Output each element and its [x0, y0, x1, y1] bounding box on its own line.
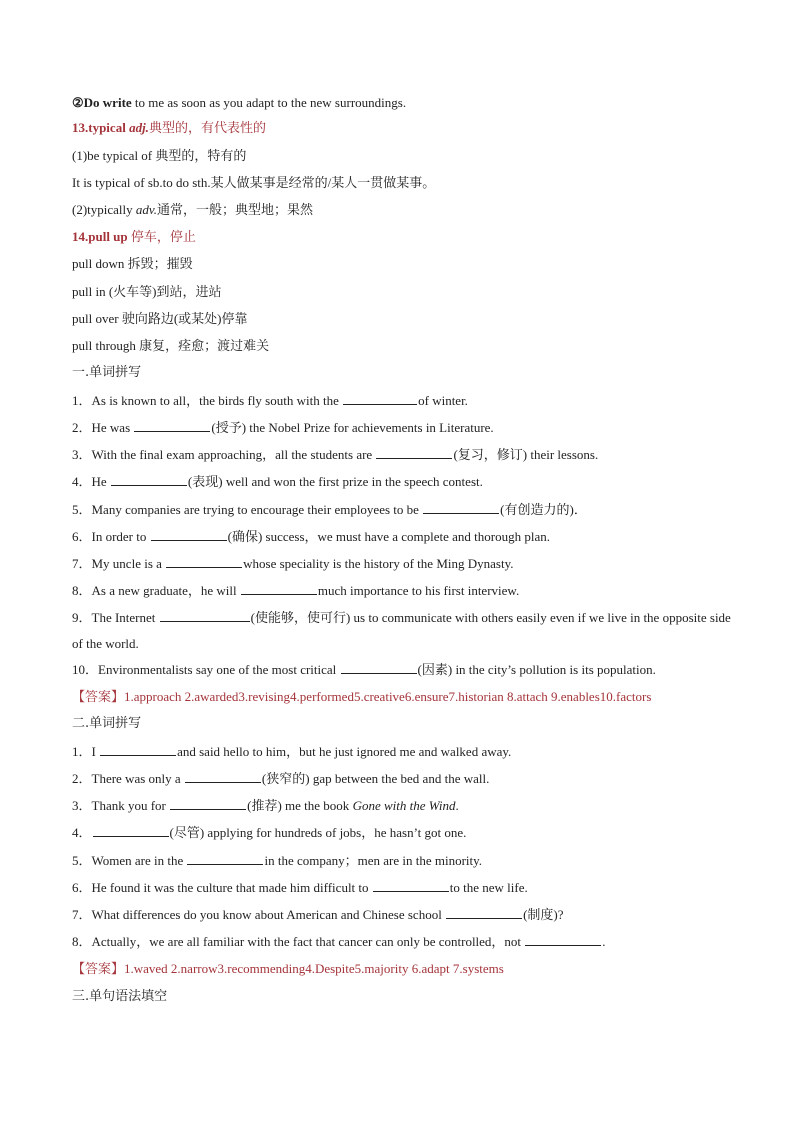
vocab-entry-13-title: 13.typical adj.典型的，有代表性的: [72, 120, 266, 135]
vocab-14-line-1: pull down 拆毁；摧毁: [72, 256, 193, 271]
s1-question-3: 3．With the final exam approaching，all the students are (复习，修订) their lessons.: [72, 447, 599, 462]
answer-blank[interactable]: [185, 770, 261, 783]
s2-question-6: 6．He found it was the culture that made him difficult to to the new life.: [72, 880, 528, 895]
s1-question-6: 6．In order to (确保) success，we must have a complete and thorough plan.: [72, 529, 551, 544]
answer-blank[interactable]: [423, 501, 499, 514]
answer-blank[interactable]: [446, 906, 522, 919]
s1-question-4: 4．He (表现) well and won the first prize in the speech contest.: [72, 474, 483, 489]
s2-answer-key: 【答案】1.waved 2.narrow3.recommending4.Despite5.majority 6.adapt 7.systems: [72, 961, 504, 976]
s1-question-2: 2．He was (授予) the Nobel Prize for achievements in Literature.: [72, 420, 494, 435]
answer-blank[interactable]: [241, 582, 317, 595]
answer-blank[interactable]: [343, 392, 417, 405]
s1-question-5: 5．Many companies are trying to encourage their employees to be (有创造力的)．: [72, 502, 587, 517]
emphasis-text: Do write: [83, 95, 132, 110]
answer-blank[interactable]: [93, 824, 169, 837]
s1-question-9: 9．The Internet (使能够，使可行) us to communicate with others easily even if we live in the opposite side of the world.: [72, 610, 731, 651]
section-1-heading: 一.单词拼写: [72, 365, 142, 380]
s1-answer-key: 【答案】1.approach 2.awarded3.revising4.performed5.creative6.ensure7.historian 8.attach 9.enables10.factors: [72, 689, 652, 704]
answer-blank[interactable]: [376, 446, 452, 459]
vocab-13-line-2: It is typical of sb.to do sth.某人做某事是经常的/某人一贯做某事。: [72, 175, 436, 190]
answer-blank[interactable]: [341, 661, 417, 674]
book-title: Gone with the Wind: [352, 798, 456, 813]
s2-question-1: 1．I and said hello to him，but he just ignored me and walked away.: [72, 744, 512, 759]
section-2-heading: 二.单词拼写: [72, 716, 142, 731]
vocab-13-line-1: (1)be typical of 典型的，特有的: [72, 148, 247, 163]
answer-blank[interactable]: [170, 797, 246, 810]
s2-question-4: 4． (尽管) applying for hundreds of jobs，he hasn’t got one.: [72, 825, 467, 840]
answer-blank[interactable]: [166, 555, 242, 568]
s1-question-8: 8．As a new graduate，he will much importance to his first interview.: [72, 583, 520, 598]
s1-question-7: 7．My uncle is a whose speciality is the history of the Ming Dynasty.: [72, 556, 514, 571]
vocab-entry-14-title: 14.pull up 停车，停止: [72, 229, 196, 244]
vocab-14-line-3: pull over 驶向路边(或某处)停靠: [72, 311, 248, 326]
s2-question-5: 5．Women are in the in the company；men are in the minority.: [72, 853, 483, 868]
vocab-14-line-4: pull through 康复，痊愈；渡过难关: [72, 338, 270, 353]
answer-blank[interactable]: [373, 879, 449, 892]
s2-question-3: 3．Thank you for (推荐) me the book Gone with the Wind.: [72, 798, 459, 813]
answer-blank[interactable]: [134, 419, 210, 432]
answer-blank[interactable]: [160, 609, 250, 622]
vocab-13-line-3: (2)typically adv.通常，一般；典型地；果然: [72, 202, 313, 217]
answer-blank[interactable]: [187, 852, 263, 865]
example-sentence-2: ②Do write to me as soon as you adapt to the new surroundings.: [72, 95, 407, 110]
circled-number: ②: [72, 95, 84, 110]
answer-blank[interactable]: [111, 473, 187, 486]
s2-question-2: 2．There was only a (狭窄的) gap between the bed and the wall.: [72, 771, 490, 786]
answer-blank[interactable]: [525, 933, 601, 946]
section-3-heading: 三.单句语法填空: [72, 989, 168, 1004]
vocab-14-line-2: pull in (火车等)到站，进站: [72, 284, 222, 299]
s2-question-7: 7．What differences do you know about American and Chinese school (制度)?: [72, 907, 564, 922]
answer-blank[interactable]: [100, 743, 176, 756]
s1-question-1: 1．As is known to all，the birds fly south with the of winter.: [72, 393, 468, 408]
s1-question-10: 10．Environmentalists say one of the most critical (因素) in the city’s pollution is its population.: [72, 662, 656, 677]
s2-question-8: 8．Actually，we are all familiar with the fact that cancer can only be controlled，not .: [72, 934, 606, 949]
answer-blank[interactable]: [151, 528, 227, 541]
